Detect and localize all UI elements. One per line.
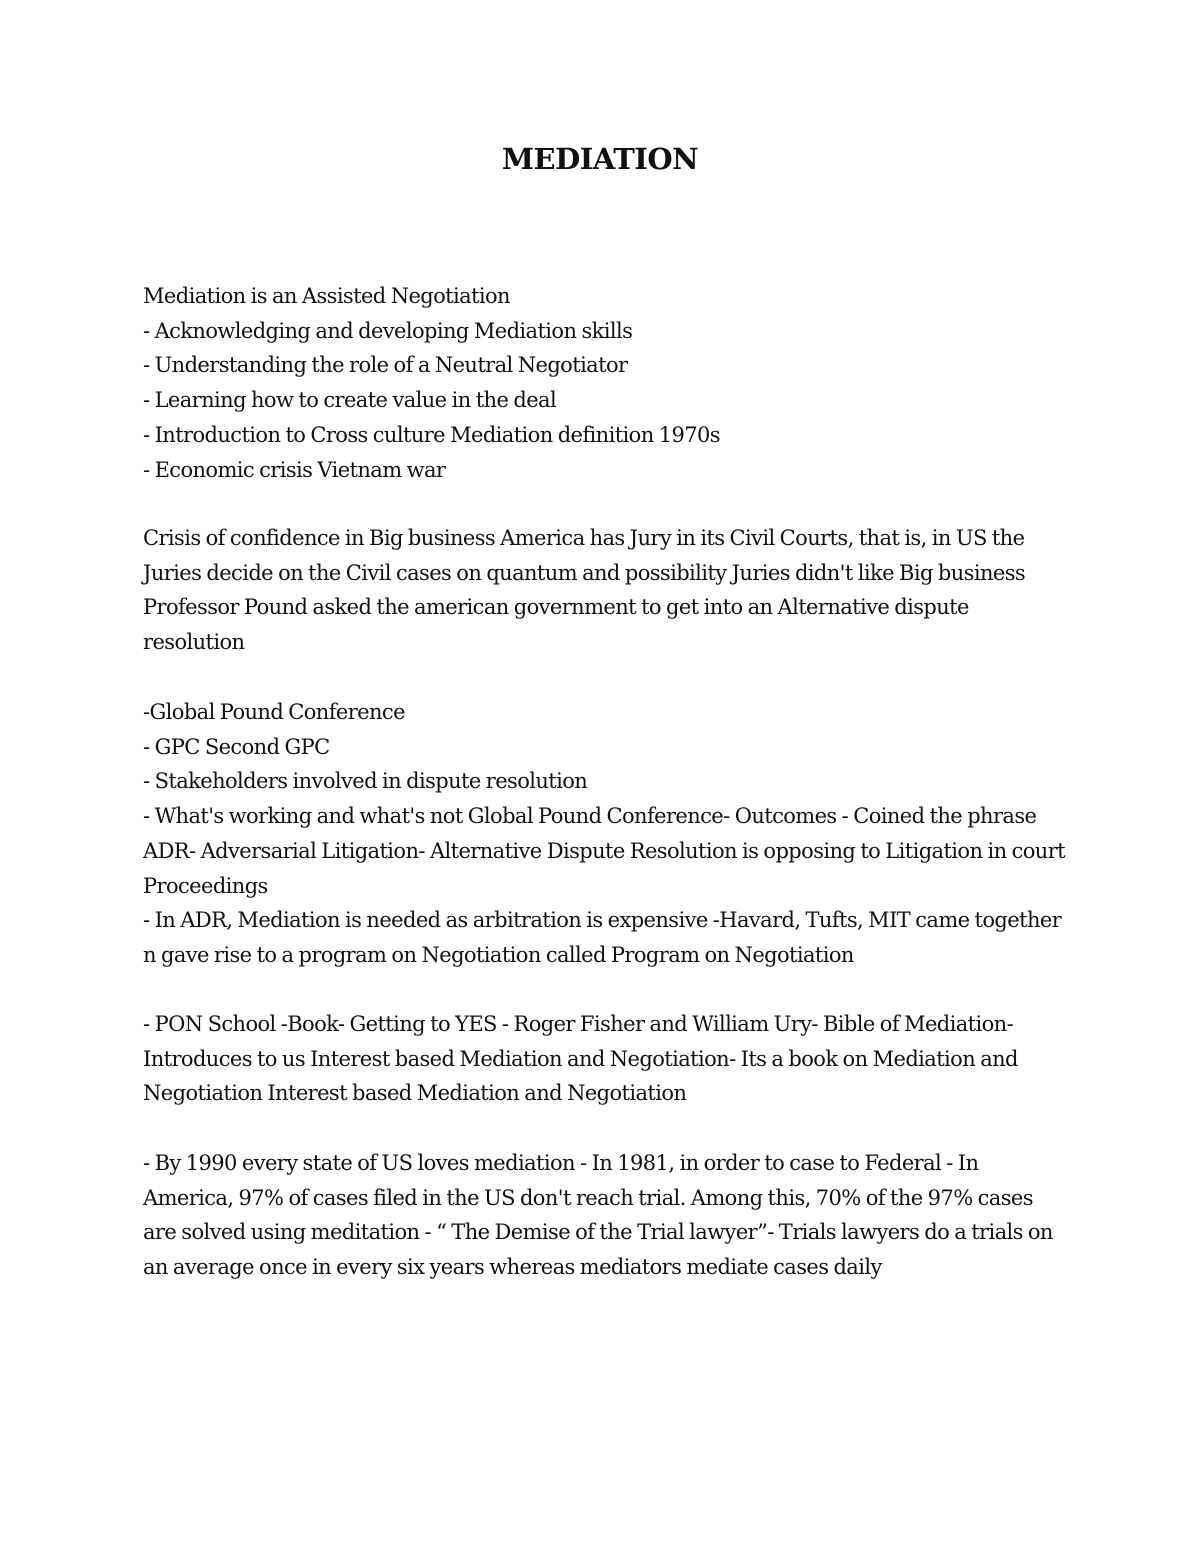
mediation-1990-paragraph: - By 1990 every state of US loves mediation - In 1981, in order to case to Federal - In America, 97% of cases filed in the US don't reach trial. Among this, 70% of the 97% cases are solved using meditation - “ The Demise of the Trial lawyer”- Trials lawyers do a trials on an average once in every six years whereas mediators mediate cases daily	[143, 1151, 1053, 1280]
outcomes-paragraph: - What's working and what's not Global Pound Conference- Outcomes - Coined the phrase ADR- Adversarial Litigation- Alternative Dispute Resolution is opposing to Litigation in court Proceedings	[143, 804, 1065, 898]
intro-bullet: - Introduction to Cross culture Mediation definition 1970s	[143, 422, 720, 447]
mediation-1990-section	[143, 1146, 1068, 1285]
document-title: MEDIATION	[501, 142, 699, 176]
pound-item: - Stakeholders involved in dispute resolution	[143, 769, 588, 794]
adr-paragraph: - In ADR, Mediation is needed as arbitration is expensive -Havard, Tufts, MIT came together n gave rise to a program on Negotiation called Program on Negotiation	[143, 908, 1062, 967]
intro-bullet: - Acknowledging and developing Mediation skills	[143, 318, 633, 343]
intro-bullet: - Understanding the role of a Neutral Negotiator	[143, 353, 628, 378]
pound-item: - GPC Second GPC	[143, 734, 330, 759]
pon-paragraph: - PON School -Book- Getting to YES - Roger Fisher and William Ury- Bible of Mediation- Introduces to us Interest based Mediation and Negotiation- Its a book on Mediation and Negotiation Interest based Mediation and Negotiation	[143, 1012, 1018, 1106]
crisis-section	[143, 521, 1068, 660]
intro-bullet: - Learning how to create value in the deal	[143, 388, 557, 413]
intro-heading: Mediation is an Assisted Negotiation	[143, 284, 510, 308]
crisis-paragraph: Crisis of confidence in Big business America has Jury in its Civil Courts, that is, in US the Juries decide on the Civil cases on quantum and possibility Juries didn't like Big business Professor Pound asked the american government to get into an Alternative dispute resolution	[143, 526, 1026, 655]
pound-item: -Global Pound Conference	[143, 700, 405, 724]
intro-section	[143, 279, 1068, 487]
pound-conference-section	[143, 695, 1068, 973]
pon-section	[143, 1007, 1068, 1111]
intro-bullet: - Economic crisis Vietnam war	[143, 457, 446, 482]
